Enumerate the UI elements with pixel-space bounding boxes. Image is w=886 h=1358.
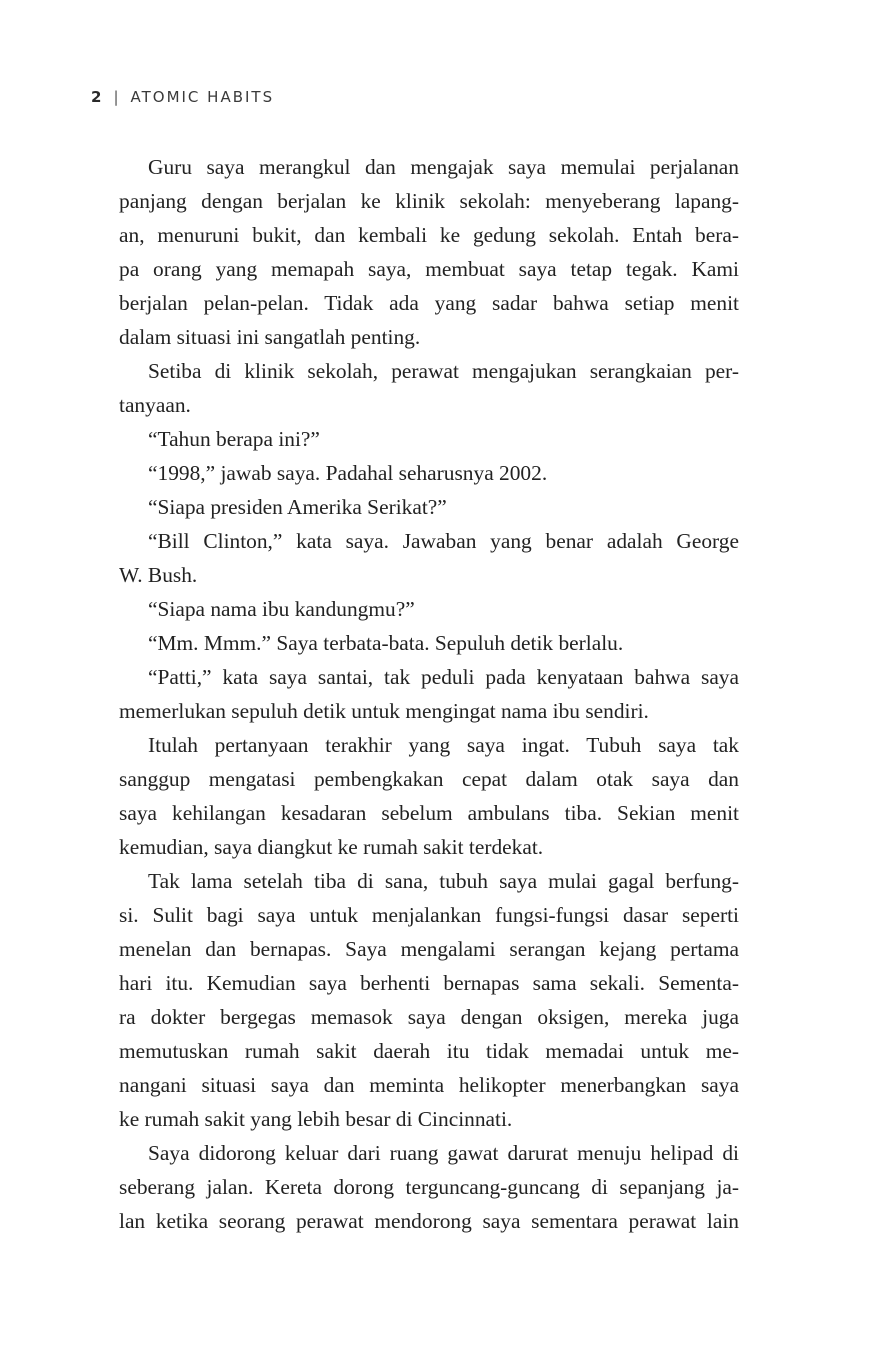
text-line: hari itu. Kemudian saya berhenti bernapas sama sekali. Sementa-	[119, 971, 739, 995]
text-line: “1998,” jawab saya. Padahal seharusnya 2002.	[148, 461, 548, 485]
text-line: “Siapa nama ibu kandungmu?”	[148, 597, 415, 621]
running-header	[91, 88, 274, 106]
page-number: 2	[91, 88, 102, 106]
text-line: menelan dan bernapas. Saya mengalami serangan kejang pertama	[119, 937, 739, 961]
book-title: ATOMIC HABITS	[130, 88, 275, 106]
text-line: “Bill Clinton,” kata saya. Jawaban yang benar adalah George	[148, 529, 739, 553]
text-line: saya kehilangan kesadaran sebelum ambulans tiba. Sekian menit	[119, 801, 739, 825]
text-line: kemudian, saya diangkut ke rumah sakit terdekat.	[119, 835, 544, 859]
text-line: si. Sulit bagi saya untuk menjalankan fungsi-fungsi dasar seperti	[119, 903, 739, 927]
text-line: memerlukan sepuluh detik untuk mengingat nama ibu sendiri.	[119, 699, 649, 723]
text-line: “Mm. Mmm.” Saya terbata-bata. Sepuluh detik berlalu.	[148, 631, 624, 655]
text-line: Itulah pertanyaan terakhir yang saya ingat. Tubuh saya tak	[148, 733, 739, 757]
text-line: Saya didorong keluar dari ruang gawat darurat menuju helipad di	[148, 1141, 739, 1165]
text-line: memutuskan rumah sakit daerah itu tidak memadai untuk me-	[119, 1039, 739, 1063]
text-line: W. Bush.	[119, 563, 198, 587]
text-line: “Tahun berapa ini?”	[148, 427, 320, 451]
text-line: tanyaan.	[119, 393, 191, 417]
text-line: panjang dengan berjalan ke klinik sekolah: menyeberang lapang-	[119, 189, 739, 213]
text-line: lan ketika seorang perawat mendorong saya sementara perawat lain	[119, 1209, 739, 1233]
text-line: ra dokter bergegas memasok saya dengan oksigen, mereka juga	[119, 1005, 739, 1029]
text-line: seberang jalan. Kereta dorong terguncang-guncang di sepanjang ja-	[119, 1175, 739, 1199]
text-line: an, menuruni bukit, dan kembali ke gedung sekolah. Entah bera-	[119, 223, 739, 247]
text-line: sanggup mengatasi pembengkakan cepat dalam otak saya dan	[119, 767, 739, 791]
text-line: Setiba di klinik sekolah, perawat mengajukan serangkaian per-	[148, 359, 739, 383]
text-line: “Siapa presiden Amerika Serikat?”	[148, 495, 447, 519]
text-line: pa orang yang memapah saya, membuat saya tetap tegak. Kami	[119, 257, 739, 281]
header-separator: |	[113, 88, 119, 106]
text-line: nangani situasi saya dan meminta helikopter menerbangkan saya	[119, 1073, 739, 1097]
text-line: berjalan pelan-pelan. Tidak ada yang sadar bahwa setiap menit	[119, 291, 739, 315]
text-line: Tak lama setelah tiba di sana, tubuh saya mulai gagal berfung-	[148, 869, 739, 893]
text-line: dalam situasi ini sangatlah penting.	[119, 325, 421, 349]
text-line: “Patti,” kata saya santai, tak peduli pada kenyataan bahwa saya	[148, 665, 739, 689]
text-line: ke rumah sakit yang lebih besar di Cincinnati.	[119, 1107, 513, 1131]
body-text	[119, 150, 739, 1238]
text-line: Guru saya merangkul dan mengajak saya memulai perjalanan	[148, 155, 739, 179]
